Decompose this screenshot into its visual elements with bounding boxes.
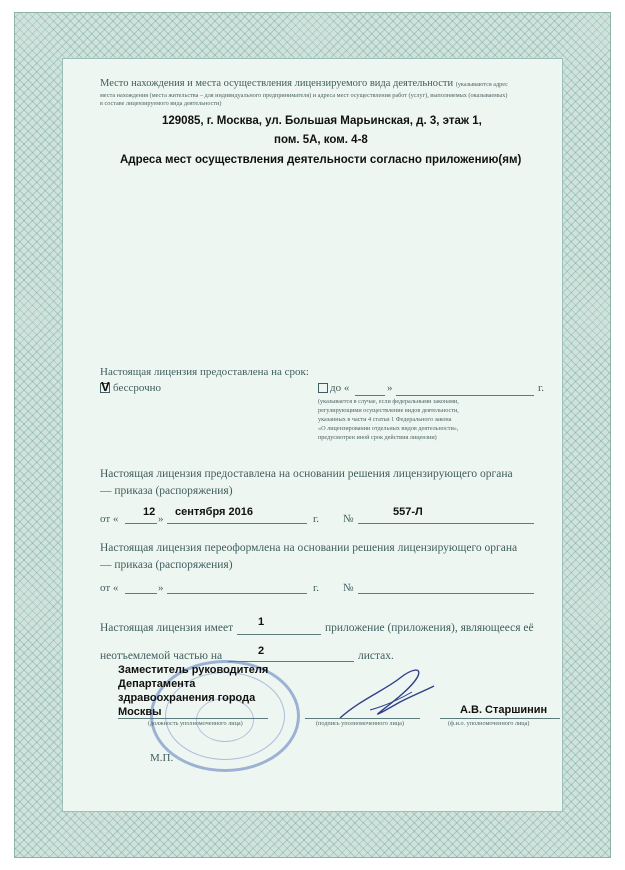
- position-line-2: Департамента: [118, 678, 196, 690]
- reissue-from: от «: [100, 582, 119, 594]
- check-mark: V: [101, 379, 110, 394]
- appendix-suffix-2: листах.: [358, 650, 394, 662]
- basis-day: 12: [143, 506, 156, 518]
- appendix-count-line: [237, 634, 321, 635]
- until-date-line: [396, 395, 534, 396]
- appendix-prefix-2: неотъемлемой частью на: [100, 650, 223, 662]
- until-mid: »: [387, 382, 393, 394]
- reissue-number-sign: №: [343, 582, 354, 594]
- until-day-line: [355, 395, 385, 396]
- position-line-1: Заместитель руководителя: [118, 664, 269, 676]
- position-line-4: Москвы: [118, 706, 162, 718]
- address-line-3: Адреса мест осуществления деятельности согласно приложению(ям): [120, 154, 522, 166]
- basis-date-line: [167, 523, 307, 524]
- reissue-date-line: [167, 593, 307, 594]
- signature-caption: (подпись уполномоченного лица): [316, 720, 404, 727]
- basis-year-suffix: г.: [313, 513, 320, 525]
- term-title: Настоящая лицензия предоставлена на срок:: [100, 366, 309, 378]
- appendix-count: 1: [258, 616, 265, 628]
- signature-line: [305, 718, 420, 719]
- seal-label: М.П.: [150, 752, 174, 764]
- basis-line-2: — приказа (распоряжения): [100, 485, 233, 497]
- name-caption: (ф.и.о. уполномоченного лица): [448, 720, 530, 727]
- basis-number: 557-Л: [393, 506, 423, 518]
- term-note-5: предусмотрен иной срок действия лицензии): [318, 434, 437, 441]
- reissue-line-2: — приказа (распоряжения): [100, 559, 233, 571]
- location-note: места нахождения (места жительства – для индивидуального предпринимателя) и адреса мест осуществления работ (услуг), выполняемых (оказываемых): [100, 92, 508, 99]
- appendix-suffix: приложение (приложения), являющееся её: [325, 622, 534, 634]
- reissue-line-1: Настоящая лицензия переоформлена на основании решения лицензирующего органа: [100, 542, 518, 554]
- until-prefix: до «: [330, 382, 350, 394]
- appendix-prefix: Настоящая лицензия имеет: [100, 622, 234, 634]
- reissue-close: »: [158, 582, 164, 594]
- basis-line-1: Настоящая лицензия предоставлена на основании решения лицензирующего органа: [100, 468, 513, 480]
- name-line: [440, 718, 560, 719]
- basis-day-line: [125, 523, 157, 524]
- until-checkbox: [318, 383, 328, 393]
- address-line-2: пом. 5А, ком. 4-8: [274, 134, 368, 146]
- signatory-name: А.В. Старшинин: [460, 704, 548, 716]
- term-note-1: (указывается в случае, если федеральными законами,: [318, 398, 459, 405]
- location-note-2: в составе лицензируемого вида деятельности): [100, 100, 222, 107]
- basis-number-sign: №: [343, 513, 354, 525]
- indefinite-label: бессрочно: [113, 382, 162, 394]
- reissue-number-line: [358, 593, 534, 594]
- term-note-3: указанных в части 4 статьи 1 Федерального закона: [318, 416, 452, 423]
- basis-close: »: [158, 513, 164, 525]
- indefinite-checkbox: [100, 379, 110, 395]
- reissue-year-suffix: г.: [313, 582, 320, 594]
- term-note-2: регулирующими осуществление видов деятельности,: [318, 407, 459, 414]
- basis-month-year: сентября 2016: [175, 506, 253, 518]
- position-caption: (должность уполномоченного лица): [148, 720, 243, 727]
- position-line: [118, 718, 268, 719]
- appendix-sheets: 2: [258, 645, 265, 657]
- reissue-day-line: [125, 593, 157, 594]
- basis-from: от «: [100, 513, 119, 525]
- location-title: Место нахождения и места осуществления лицензируемого вида деятельности (указываются адрес: [100, 78, 508, 89]
- until-suffix: г.: [538, 382, 545, 394]
- position-line-3: здравоохранения города: [118, 692, 256, 704]
- address-line-1: 129085, г. Москва, ул. Большая Марьинская, д. 3, этаж 1,: [162, 115, 482, 127]
- basis-number-line: [358, 523, 534, 524]
- term-note-4: «О лицензировании отдельных видов деятельности»,: [318, 425, 459, 432]
